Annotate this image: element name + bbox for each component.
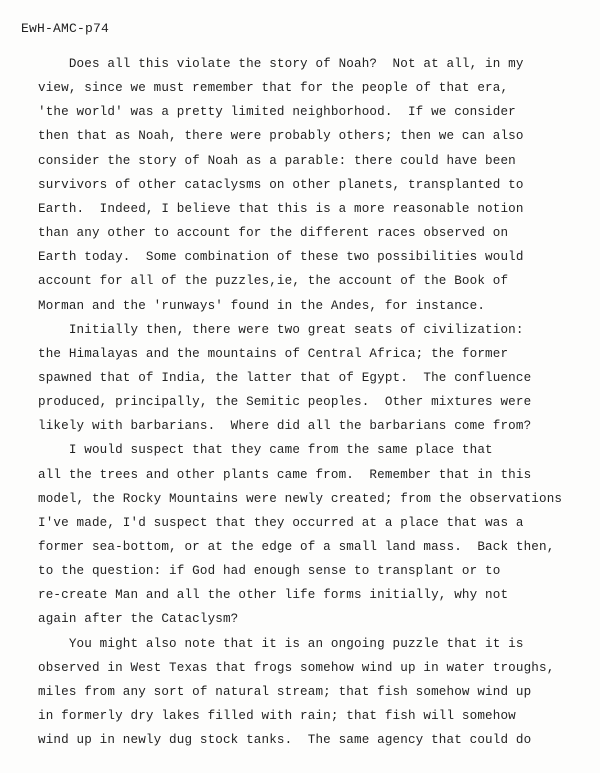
- text-line: survivors of other cataclysms on other planets, transplanted to: [38, 177, 524, 192]
- text-line: than any other to account for the different races observed on: [38, 226, 509, 241]
- text-line: Earth. Indeed, I believe that this is a more reasonable notion: [38, 201, 524, 216]
- text-line: account for all of the puzzles,ie, the account of the Book of: [38, 274, 509, 289]
- text-line: then that as Noah, there were probably others; then we can also: [38, 129, 524, 144]
- text-line: all the trees and other plants came from. Remember that in this: [38, 467, 532, 482]
- text-line: Initially then, there were two great seats of civilization:: [38, 322, 524, 337]
- text-line: to the question: if God had enough sense to transplant or to: [38, 564, 501, 579]
- text-line: Does all this violate the story of Noah? Not at all, in my: [38, 57, 524, 71]
- text-line: re-create Man and all the other life forms initially, why not: [38, 588, 509, 603]
- text-line: likely with barbarians. Where did all the barbarians come from?: [38, 419, 532, 434]
- text-line: miles from any sort of natural stream; that fish somehow wind up: [38, 684, 532, 699]
- page-header: EwH-AMC-p74: [21, 21, 110, 36]
- text-line: I've made, I'd suspect that they occurred at a place that was a: [38, 515, 524, 530]
- text-line: view, since we must remember that for the people of that era,: [38, 81, 509, 96]
- text-line: I would suspect that they came from the same place that: [38, 443, 493, 458]
- text-line: You might also note that it is an ongoing puzzle that it is: [38, 636, 524, 651]
- text-line: in formerly dry lakes filled with rain; that fish will somehow: [38, 709, 516, 724]
- text-line: observed in West Texas that frogs somehow wind up in water troughs,: [38, 660, 555, 675]
- text-line: Morman and the 'runways' found in the Andes, for instance.: [38, 298, 486, 313]
- text-line: model, the Rocky Mountains were newly created; from the observations: [38, 491, 563, 506]
- text-line: Earth today. Some combination of these two possibilities would: [38, 250, 524, 265]
- text-line: spawned that of India, the latter that of Egypt. The confluence: [38, 370, 532, 385]
- text-line: again after the Cataclysm?: [38, 612, 239, 627]
- text-line: consider the story of Noah as a parable: there could have been: [38, 153, 516, 168]
- text-line: 'the world' was a pretty limited neighborhood. If we consider: [38, 105, 516, 120]
- text-line: produced, principally, the Semitic peoples. Other mixtures were: [38, 395, 532, 410]
- text-line: wind up in newly dug stock tanks. The same agency that could do: [38, 733, 532, 748]
- text-line: the Himalayas and the mountains of Central Africa; the former: [38, 346, 509, 361]
- text-line: former sea-bottom, or at the edge of a small land mass. Back then,: [38, 540, 555, 554]
